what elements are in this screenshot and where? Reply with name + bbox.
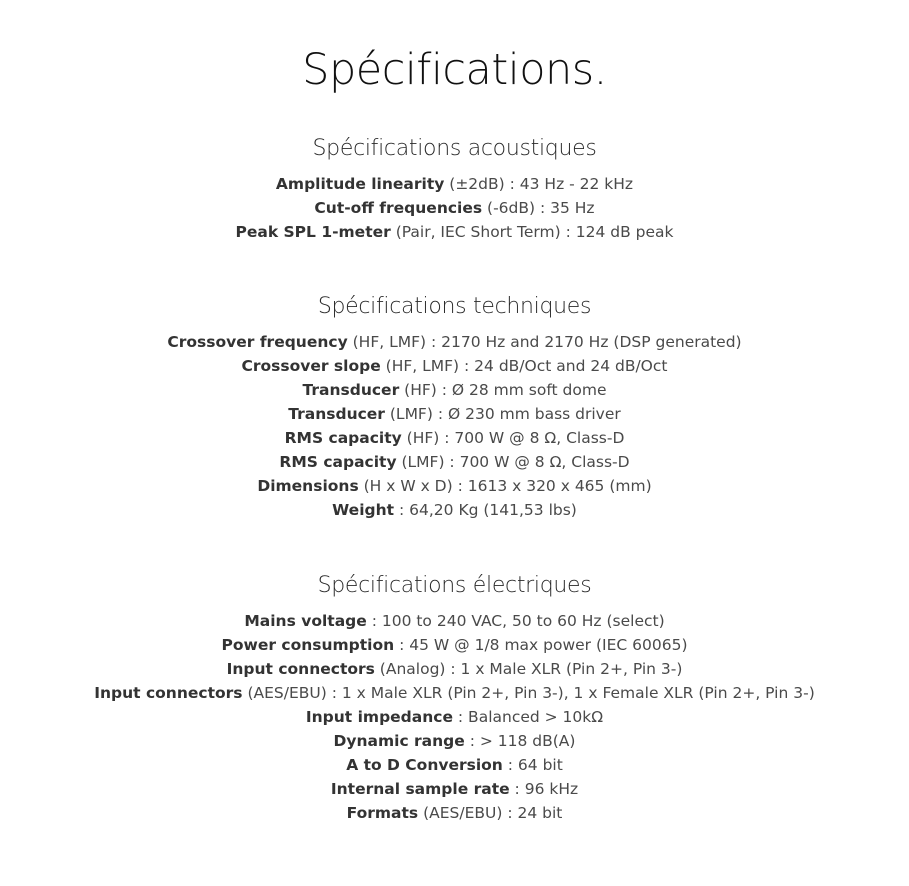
spec-name: Cut-off frequencies [314, 199, 483, 217]
spec-row [20, 196, 890, 220]
spec-name: Internal sample rate [330, 780, 510, 798]
spec-detail: (HF) : 700 W @ 8 Ω, Class-D [401, 429, 625, 447]
spec-name: Crossover frequency [167, 333, 348, 351]
specifications-page [20, 0, 890, 825]
spec-detail: (-6dB) : 35 Hz [482, 199, 595, 217]
spec-detail: : 45 W @ 1/8 max power (IEC 60065) [394, 636, 688, 654]
spec-name: A to D Conversion [346, 756, 503, 774]
spec-name: Transducer [302, 381, 400, 399]
spec-row [20, 753, 890, 777]
acoustic-specs-section [20, 134, 890, 244]
section-title-technical: Spécifications techniques [317, 294, 592, 319]
spec-detail: : 96 kHz [509, 780, 579, 798]
spec-row [20, 172, 890, 196]
spec-row [20, 330, 890, 354]
spec-detail: : 64 bit [502, 756, 563, 774]
spec-name: Peak SPL 1-meter [235, 223, 391, 241]
spec-detail: : 64,20 Kg (141,53 lbs) [394, 501, 577, 519]
spec-detail: (HF, LMF) : 24 dB/Oct and 24 dB/Oct [380, 357, 668, 375]
spec-row [20, 402, 890, 426]
spec-row [20, 426, 890, 450]
spec-name: Mains voltage [244, 612, 367, 630]
spec-detail: (AES/EBU) : 1 x Male XLR (Pin 2+, Pin 3-), 1 x Female XLR (Pin 2+, Pin 3-) [242, 684, 815, 702]
spec-row [20, 681, 890, 705]
section-title-acoustic: Spécifications acoustiques [312, 136, 597, 161]
spec-name: RMS capacity [279, 453, 397, 471]
spec-row [20, 729, 890, 753]
spec-detail: (Analog) : 1 x Male XLR (Pin 2+, Pin 3-) [374, 660, 683, 678]
spec-name: Crossover slope [241, 357, 381, 375]
spec-name: Power consumption [221, 636, 395, 654]
spec-detail: (H x W x D) : 1613 x 320 x 465 (mm) [358, 477, 652, 495]
spec-detail: : > 118 dB(A) [464, 732, 576, 750]
spec-row [20, 801, 890, 825]
spec-row [20, 777, 890, 801]
spec-name: Amplitude linearity [275, 175, 445, 193]
spec-detail: : 100 to 240 VAC, 50 to 60 Hz (select) [366, 612, 665, 630]
spec-row [20, 609, 890, 633]
technical-spec-list [20, 330, 890, 522]
spec-detail: : Balanced > 10kΩ [452, 708, 604, 726]
spec-name: Dynamic range [333, 732, 465, 750]
spec-detail: (±2dB) : 43 Hz - 22 kHz [444, 175, 634, 193]
technical-specs-section [20, 292, 890, 522]
page-title: Spécifications. [302, 45, 607, 95]
spec-row [20, 354, 890, 378]
spec-row [20, 705, 890, 729]
spec-detail: (HF, LMF) : 2170 Hz and 2170 Hz (DSP generated) [347, 333, 742, 351]
spec-row [20, 378, 890, 402]
acoustic-spec-list [20, 172, 890, 244]
spec-detail: (HF) : Ø 28 mm soft dome [399, 381, 607, 399]
spec-name: Formats [346, 804, 419, 822]
spec-detail: (LMF) : Ø 230 mm bass driver [384, 405, 621, 423]
spec-detail: (AES/EBU) : 24 bit [418, 804, 563, 822]
electrical-spec-list [20, 609, 890, 825]
spec-row [20, 633, 890, 657]
spec-row [20, 657, 890, 681]
spec-row [20, 498, 890, 522]
spec-name: Dimensions [257, 477, 359, 495]
spec-detail: (LMF) : 700 W @ 8 Ω, Class-D [396, 453, 630, 471]
spec-name: Input connectors [94, 684, 243, 702]
spec-detail: (Pair, IEC Short Term) : 124 dB peak [390, 223, 674, 241]
spec-name: Transducer [288, 405, 385, 423]
section-title-electrical: Spécifications électriques [317, 573, 592, 598]
spec-name: Input impedance [305, 708, 453, 726]
spec-name: RMS capacity [284, 429, 402, 447]
spec-name: Input connectors [226, 660, 375, 678]
spec-row [20, 220, 890, 244]
spec-name: Weight [332, 501, 395, 519]
spec-row [20, 450, 890, 474]
electrical-specs-section [20, 571, 890, 825]
spec-row [20, 474, 890, 498]
